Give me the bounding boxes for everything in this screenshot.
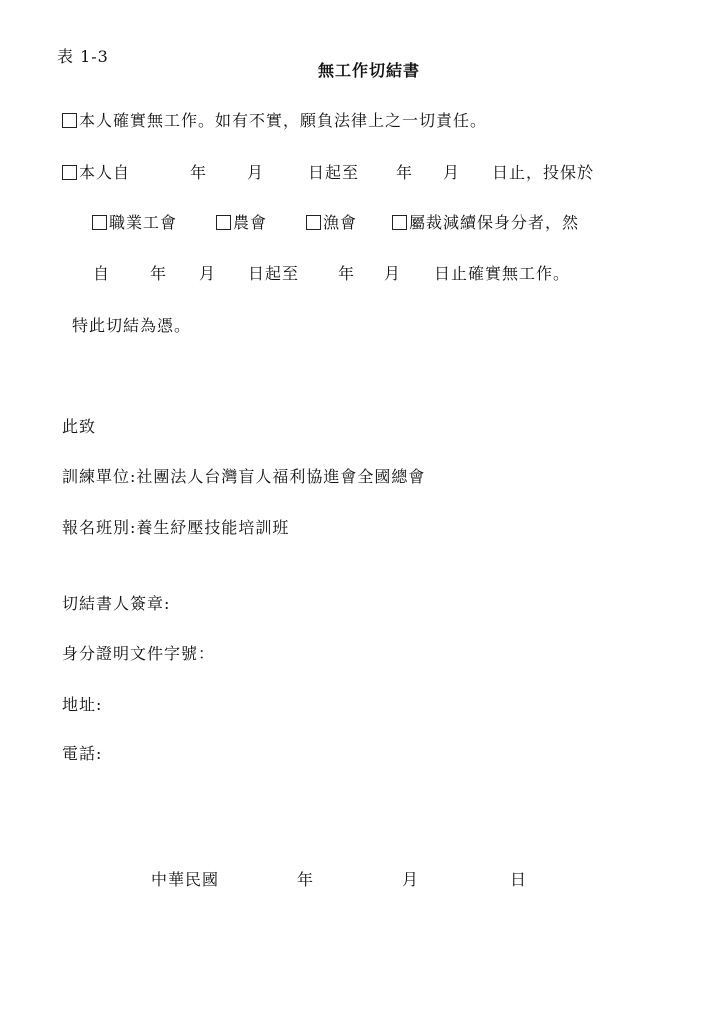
insurance-continued-label: 屬裁減續保身分者，然 [409, 213, 580, 232]
signer-label: 切結書人簽章: [62, 594, 171, 613]
statement-2-year: 年 [190, 163, 208, 182]
insurance-option-fishers [306, 210, 357, 233]
statement-3-month: 月 [199, 264, 217, 283]
statement-2-to-day: 日止，投保於 [492, 163, 595, 182]
statement-3-to-month: 月 [384, 264, 402, 283]
date-day: 日 [510, 870, 528, 889]
course-name: 報名班別:養生紓壓技能培訓班 [62, 518, 290, 537]
statement-2-to-month: 月 [443, 163, 461, 182]
date-era: 中華民國 [151, 870, 220, 889]
insurance-union-checkbox[interactable] [92, 215, 107, 230]
statement-1-checkbox[interactable] [62, 113, 77, 128]
statement-1-row [62, 108, 487, 131]
insurance-option-farmers [216, 210, 267, 233]
statement-3-to-year: 年 [338, 264, 356, 283]
insurance-union-label: 職業工會 [109, 213, 178, 232]
statement-2-checkbox[interactable] [62, 165, 77, 180]
insurance-farmers-checkbox[interactable] [216, 215, 231, 230]
insurance-continued-checkbox[interactable] [392, 215, 407, 230]
insurance-option-continued [392, 210, 579, 233]
statement-2-checkbox-row [62, 160, 130, 183]
insurance-fishers-checkbox[interactable] [306, 215, 321, 230]
certify-text: 特此切結為憑。 [72, 316, 192, 335]
insurance-farmers-label: 農會 [233, 213, 268, 232]
statement-1-text: 本人確實無工作。如有不實，願負法律上之一切責任。 [79, 111, 488, 130]
statement-3-from-day: 日起至 [248, 264, 300, 283]
statement-3-year: 年 [150, 264, 168, 283]
insurance-option-union [92, 210, 177, 233]
date-year: 年 [297, 870, 315, 889]
address-label: 地址: [62, 695, 103, 714]
insurance-fishers-label: 漁會 [323, 213, 358, 232]
document-title: 無工作切結書 [318, 61, 421, 80]
form-code: 表 1-3 [57, 47, 109, 66]
statement-2-to-year: 年 [396, 163, 414, 182]
statement-3-prefix: 自 [93, 264, 111, 283]
statement-2-month: 月 [247, 163, 265, 182]
date-month: 月 [402, 870, 420, 889]
id-number-label: 身分證明文件字號： [62, 644, 216, 663]
statement-3-to-day: 日止確實無工作。 [434, 264, 571, 283]
addressee: 此致 [62, 417, 97, 436]
phone-label: 電話: [62, 744, 103, 763]
statement-2-from-day: 日起至 [308, 163, 360, 182]
statement-2-prefix: 本人自 [79, 163, 131, 182]
training-unit: 訓練單位:社團法人台灣盲人福利協進會全國總會 [62, 467, 426, 486]
